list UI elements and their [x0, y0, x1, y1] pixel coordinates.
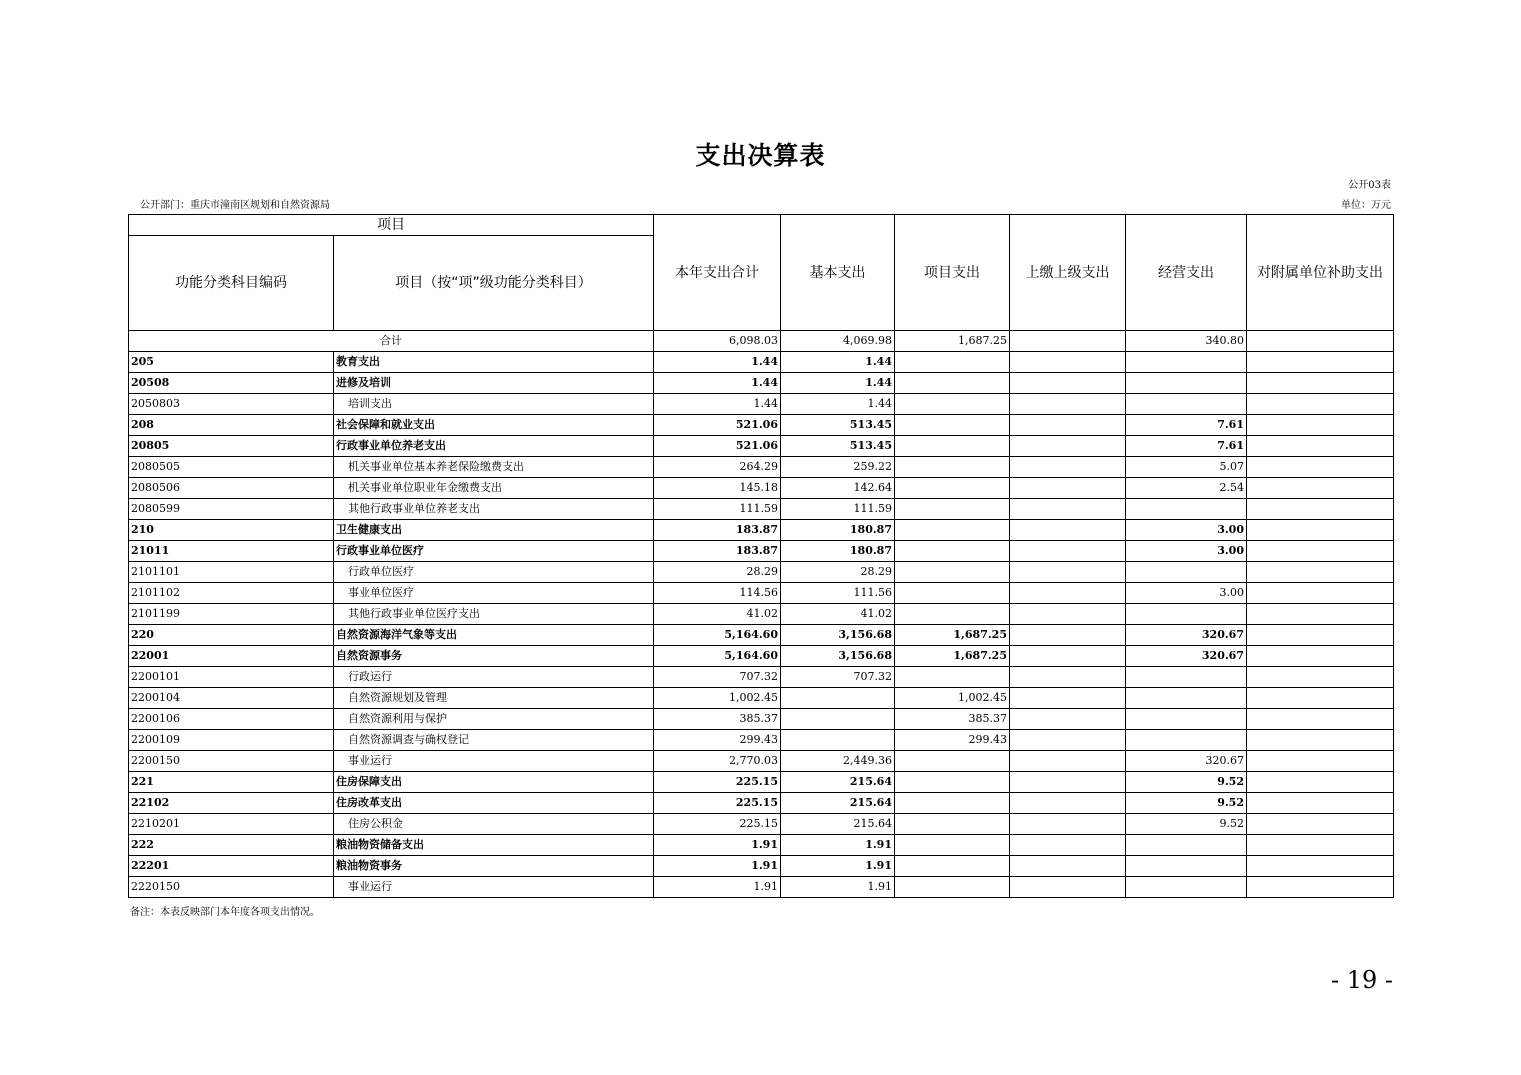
total-total: 6,098.03 — [654, 331, 781, 352]
header-basic: 基本支出 — [781, 215, 895, 331]
table-row — [129, 499, 1394, 520]
row-operating: 3.00 — [1126, 583, 1247, 604]
row-upper — [1010, 478, 1126, 499]
row-code: 205 — [129, 352, 334, 373]
row-name: 社会保障和就业支出 — [334, 415, 654, 436]
row-name: 机关事业单位基本养老保险缴费支出 — [334, 457, 654, 478]
row-project — [895, 499, 1010, 520]
row-subsidy — [1247, 394, 1394, 415]
row-total: 28.29 — [654, 562, 781, 583]
row-project — [895, 583, 1010, 604]
row-total: 1,002.45 — [654, 688, 781, 709]
row-name: 自然资源规划及管理 — [334, 688, 654, 709]
row-code: 22201 — [129, 856, 334, 877]
row-name: 自然资源调查与确权登记 — [334, 730, 654, 751]
row-subsidy — [1247, 415, 1394, 436]
row-name: 自然资源海洋气象等支出 — [334, 625, 654, 646]
row-name: 行政运行 — [334, 667, 654, 688]
row-project — [895, 793, 1010, 814]
row-project — [895, 352, 1010, 373]
row-total: 183.87 — [654, 541, 781, 562]
row-subsidy — [1247, 625, 1394, 646]
row-code: 2200150 — [129, 751, 334, 772]
row-code: 21011 — [129, 541, 334, 562]
row-name: 行政事业单位医疗 — [334, 541, 654, 562]
row-code: 20508 — [129, 373, 334, 394]
row-code: 221 — [129, 772, 334, 793]
row-name: 自然资源利用与保护 — [334, 709, 654, 730]
row-name: 住房保障支出 — [334, 772, 654, 793]
total-label: 合计 — [129, 331, 654, 352]
row-basic: 707.32 — [781, 667, 895, 688]
row-code: 2080599 — [129, 499, 334, 520]
row-code: 2080505 — [129, 457, 334, 478]
row-basic — [781, 730, 895, 751]
row-project — [895, 877, 1010, 898]
row-operating — [1126, 856, 1247, 877]
page-number: - 19 - — [1330, 966, 1393, 994]
total-row — [129, 331, 1394, 352]
table-row — [129, 625, 1394, 646]
row-name: 培训支出 — [334, 394, 654, 415]
row-upper — [1010, 415, 1126, 436]
row-total: 1.91 — [654, 856, 781, 877]
row-code: 2080506 — [129, 478, 334, 499]
row-subsidy — [1247, 835, 1394, 856]
row-operating — [1126, 877, 1247, 898]
row-upper — [1010, 394, 1126, 415]
row-operating: 7.61 — [1126, 415, 1247, 436]
table-row — [129, 436, 1394, 457]
row-total: 707.32 — [654, 667, 781, 688]
row-basic — [781, 688, 895, 709]
total-project: 1,687.25 — [895, 331, 1010, 352]
row-basic — [781, 709, 895, 730]
row-project — [895, 457, 1010, 478]
row-project: 299.43 — [895, 730, 1010, 751]
row-operating — [1126, 709, 1247, 730]
header-name: 项目（按“项”级功能分类科目） — [334, 236, 654, 331]
row-name: 粮油物资事务 — [334, 856, 654, 877]
row-name: 住房改革支出 — [334, 793, 654, 814]
row-total: 264.29 — [654, 457, 781, 478]
row-name: 其他行政事业单位医疗支出 — [334, 604, 654, 625]
unit-label: 单位：万元 — [1341, 200, 1391, 211]
table-row — [129, 478, 1394, 499]
row-upper — [1010, 667, 1126, 688]
row-subsidy — [1247, 793, 1394, 814]
row-upper — [1010, 541, 1126, 562]
row-project — [895, 562, 1010, 583]
table-row — [129, 835, 1394, 856]
row-upper — [1010, 604, 1126, 625]
row-operating — [1126, 499, 1247, 520]
row-code: 2101199 — [129, 604, 334, 625]
row-project — [895, 373, 1010, 394]
row-project — [895, 751, 1010, 772]
table-row — [129, 856, 1394, 877]
row-subsidy — [1247, 730, 1394, 751]
row-total: 5,164.60 — [654, 646, 781, 667]
table-row — [129, 394, 1394, 415]
row-upper — [1010, 457, 1126, 478]
table-row — [129, 541, 1394, 562]
row-upper — [1010, 688, 1126, 709]
row-project — [895, 835, 1010, 856]
row-name: 住房公积金 — [334, 814, 654, 835]
row-subsidy — [1247, 667, 1394, 688]
row-code: 220 — [129, 625, 334, 646]
table-row — [129, 562, 1394, 583]
row-project — [895, 856, 1010, 877]
table-row — [129, 520, 1394, 541]
expenditure-table — [128, 214, 1394, 898]
row-name: 行政单位医疗 — [334, 562, 654, 583]
page-title: 支出决算表 — [695, 141, 826, 170]
row-name: 其他行政事业单位养老支出 — [334, 499, 654, 520]
row-basic: 1.91 — [781, 877, 895, 898]
row-subsidy — [1247, 352, 1394, 373]
row-operating — [1126, 373, 1247, 394]
row-subsidy — [1247, 478, 1394, 499]
row-code: 2200106 — [129, 709, 334, 730]
row-subsidy — [1247, 751, 1394, 772]
row-operating: 320.67 — [1126, 751, 1247, 772]
row-total: 225.15 — [654, 814, 781, 835]
row-operating: 2.54 — [1126, 478, 1247, 499]
row-subsidy — [1247, 856, 1394, 877]
row-total: 1.44 — [654, 394, 781, 415]
row-upper — [1010, 751, 1126, 772]
row-total: 1.44 — [654, 373, 781, 394]
row-code: 2101102 — [129, 583, 334, 604]
row-basic: 215.64 — [781, 814, 895, 835]
row-upper — [1010, 625, 1126, 646]
table-row — [129, 352, 1394, 373]
row-upper — [1010, 877, 1126, 898]
row-operating: 9.52 — [1126, 814, 1247, 835]
row-code: 22102 — [129, 793, 334, 814]
table-row — [129, 877, 1394, 898]
row-operating: 9.52 — [1126, 793, 1247, 814]
row-basic: 28.29 — [781, 562, 895, 583]
row-total: 1.91 — [654, 877, 781, 898]
row-name: 事业运行 — [334, 751, 654, 772]
row-basic: 259.22 — [781, 457, 895, 478]
table-row — [129, 814, 1394, 835]
row-project: 1,687.25 — [895, 646, 1010, 667]
row-total: 5,164.60 — [654, 625, 781, 646]
row-operating: 9.52 — [1126, 772, 1247, 793]
row-basic: 1.44 — [781, 352, 895, 373]
form-id: 公开03表 — [1348, 180, 1391, 191]
row-project — [895, 814, 1010, 835]
row-code: 2220150 — [129, 877, 334, 898]
header-code: 功能分类科目编码 — [129, 236, 334, 331]
row-operating: 5.07 — [1126, 457, 1247, 478]
total-subsidy — [1247, 331, 1394, 352]
row-operating — [1126, 604, 1247, 625]
table-row — [129, 772, 1394, 793]
row-project — [895, 436, 1010, 457]
row-name: 行政事业单位养老支出 — [334, 436, 654, 457]
row-project — [895, 415, 1010, 436]
row-basic: 41.02 — [781, 604, 895, 625]
header-upper: 上缴上级支出 — [1010, 215, 1126, 331]
row-upper — [1010, 772, 1126, 793]
row-total: 41.02 — [654, 604, 781, 625]
row-name: 事业单位医疗 — [334, 583, 654, 604]
table-row — [129, 751, 1394, 772]
row-code: 2200101 — [129, 667, 334, 688]
row-basic: 1.91 — [781, 856, 895, 877]
row-code: 2101101 — [129, 562, 334, 583]
row-total: 225.15 — [654, 793, 781, 814]
row-operating — [1126, 835, 1247, 856]
row-upper — [1010, 835, 1126, 856]
row-upper — [1010, 856, 1126, 877]
row-name: 事业运行 — [334, 877, 654, 898]
row-project — [895, 478, 1010, 499]
row-operating — [1126, 352, 1247, 373]
row-upper — [1010, 562, 1126, 583]
department-label: 公开部门：重庆市潼南区规划和自然资源局 — [140, 200, 330, 211]
row-upper — [1010, 730, 1126, 751]
row-total: 521.06 — [654, 415, 781, 436]
row-subsidy — [1247, 541, 1394, 562]
row-subsidy — [1247, 373, 1394, 394]
row-name: 教育支出 — [334, 352, 654, 373]
row-basic: 215.64 — [781, 772, 895, 793]
row-upper — [1010, 646, 1126, 667]
row-total: 521.06 — [654, 436, 781, 457]
row-project — [895, 667, 1010, 688]
table-note: 备注：本表反映部门本年度各项支出情况。 — [130, 907, 320, 918]
total-basic: 4,069.98 — [781, 331, 895, 352]
row-name: 进修及培训 — [334, 373, 654, 394]
row-upper — [1010, 436, 1126, 457]
row-project: 1,687.25 — [895, 625, 1010, 646]
row-subsidy — [1247, 646, 1394, 667]
row-subsidy — [1247, 877, 1394, 898]
row-code: 2050803 — [129, 394, 334, 415]
row-basic: 513.45 — [781, 415, 895, 436]
row-code: 2200104 — [129, 688, 334, 709]
row-basic: 215.64 — [781, 793, 895, 814]
row-name: 机关事业单位职业年金缴费支出 — [334, 478, 654, 499]
row-total: 145.18 — [654, 478, 781, 499]
row-operating — [1126, 688, 1247, 709]
row-total: 183.87 — [654, 520, 781, 541]
table-row — [129, 583, 1394, 604]
row-subsidy — [1247, 562, 1394, 583]
table-row — [129, 457, 1394, 478]
row-project — [895, 772, 1010, 793]
row-upper — [1010, 520, 1126, 541]
row-code: 210 — [129, 520, 334, 541]
header-subsidy: 对附属单位补助支出 — [1247, 215, 1394, 331]
row-subsidy — [1247, 457, 1394, 478]
row-upper — [1010, 499, 1126, 520]
row-upper — [1010, 814, 1126, 835]
row-name: 卫生健康支出 — [334, 520, 654, 541]
table-row — [129, 688, 1394, 709]
row-basic: 513.45 — [781, 436, 895, 457]
row-total: 299.43 — [654, 730, 781, 751]
row-operating — [1126, 730, 1247, 751]
row-total: 1.91 — [654, 835, 781, 856]
row-upper — [1010, 583, 1126, 604]
row-name: 粮油物资储备支出 — [334, 835, 654, 856]
row-operating: 7.61 — [1126, 436, 1247, 457]
row-code: 208 — [129, 415, 334, 436]
row-operating — [1126, 667, 1247, 688]
row-basic: 1.91 — [781, 835, 895, 856]
row-total: 114.56 — [654, 583, 781, 604]
row-project — [895, 541, 1010, 562]
row-upper — [1010, 793, 1126, 814]
total-upper — [1010, 331, 1126, 352]
row-project: 385.37 — [895, 709, 1010, 730]
row-basic: 180.87 — [781, 541, 895, 562]
row-operating — [1126, 394, 1247, 415]
row-operating: 3.00 — [1126, 541, 1247, 562]
header-project-group: 项目 — [129, 215, 654, 236]
row-basic: 3,156.68 — [781, 625, 895, 646]
header-project: 项目支出 — [895, 215, 1010, 331]
row-total: 225.15 — [654, 772, 781, 793]
table-row — [129, 793, 1394, 814]
row-basic: 180.87 — [781, 520, 895, 541]
row-total: 2,770.03 — [654, 751, 781, 772]
table-row — [129, 646, 1394, 667]
row-subsidy — [1247, 604, 1394, 625]
row-subsidy — [1247, 499, 1394, 520]
row-upper — [1010, 373, 1126, 394]
row-basic: 142.64 — [781, 478, 895, 499]
row-name: 自然资源事务 — [334, 646, 654, 667]
row-subsidy — [1247, 772, 1394, 793]
row-total: 385.37 — [654, 709, 781, 730]
row-subsidy — [1247, 814, 1394, 835]
row-code: 22001 — [129, 646, 334, 667]
row-subsidy — [1247, 436, 1394, 457]
row-operating — [1126, 562, 1247, 583]
row-basic: 2,449.36 — [781, 751, 895, 772]
total-operating: 340.80 — [1126, 331, 1247, 352]
row-upper — [1010, 709, 1126, 730]
row-upper — [1010, 352, 1126, 373]
row-project — [895, 394, 1010, 415]
row-code: 222 — [129, 835, 334, 856]
row-subsidy — [1247, 709, 1394, 730]
table-row — [129, 415, 1394, 436]
table-row — [129, 730, 1394, 751]
row-total: 1.44 — [654, 352, 781, 373]
row-code: 2210201 — [129, 814, 334, 835]
table-row — [129, 667, 1394, 688]
row-total: 111.59 — [654, 499, 781, 520]
row-operating: 320.67 — [1126, 625, 1247, 646]
row-subsidy — [1247, 688, 1394, 709]
table-row — [129, 709, 1394, 730]
header-total: 本年支出合计 — [654, 215, 781, 331]
row-basic: 3,156.68 — [781, 646, 895, 667]
row-project — [895, 604, 1010, 625]
row-basic: 111.56 — [781, 583, 895, 604]
row-subsidy — [1247, 520, 1394, 541]
row-code: 2200109 — [129, 730, 334, 751]
header-operating: 经营支出 — [1126, 215, 1247, 331]
row-project — [895, 520, 1010, 541]
row-project: 1,002.45 — [895, 688, 1010, 709]
table-row — [129, 604, 1394, 625]
row-operating: 320.67 — [1126, 646, 1247, 667]
row-subsidy — [1247, 583, 1394, 604]
row-code: 20805 — [129, 436, 334, 457]
row-operating: 3.00 — [1126, 520, 1247, 541]
row-basic: 1.44 — [781, 373, 895, 394]
table-row — [129, 373, 1394, 394]
row-basic: 1.44 — [781, 394, 895, 415]
row-basic: 111.59 — [781, 499, 895, 520]
